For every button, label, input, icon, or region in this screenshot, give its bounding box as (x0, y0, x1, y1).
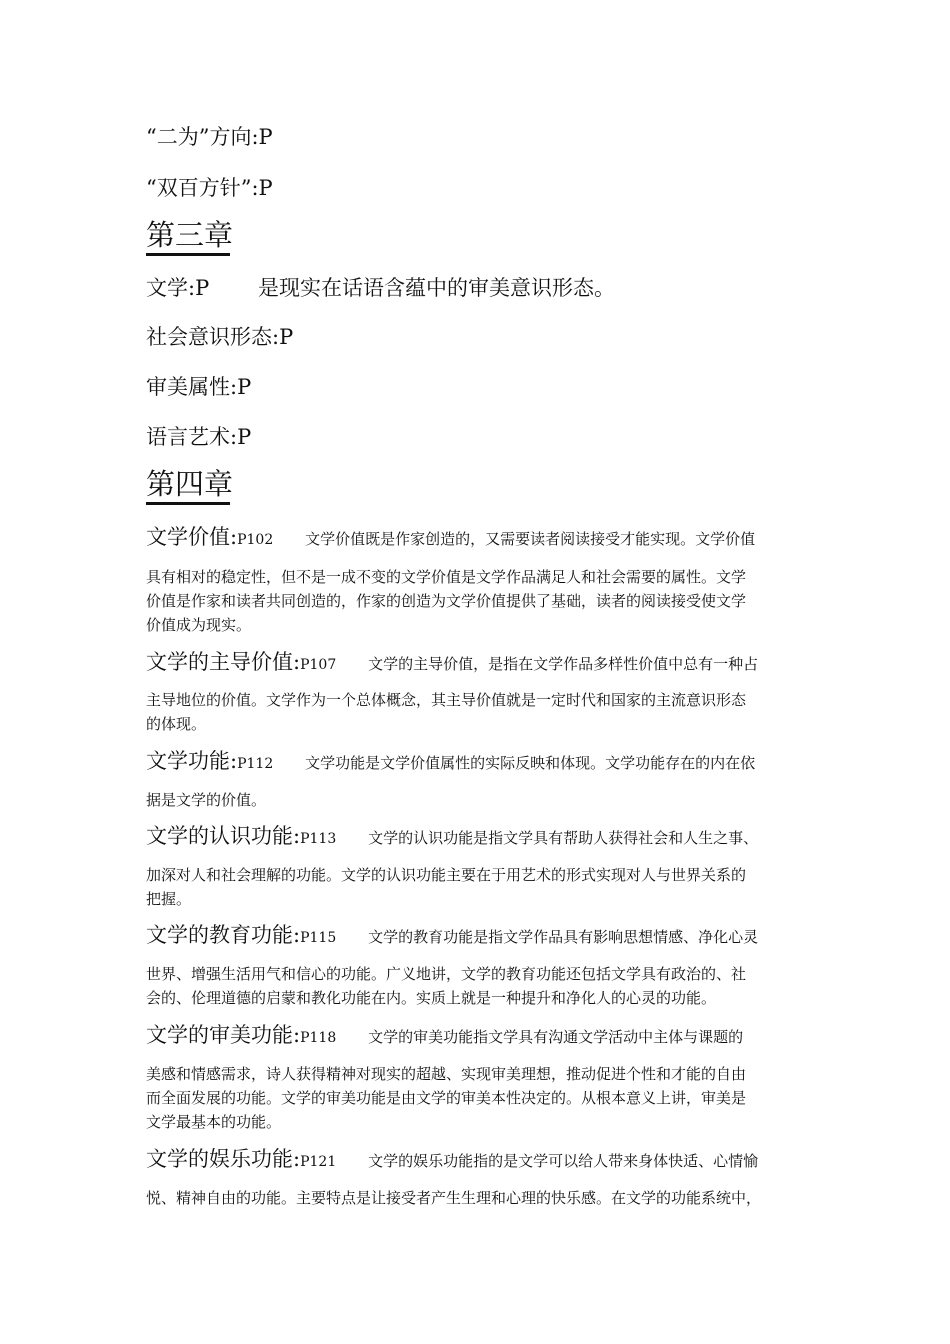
entry-entertainment-function-continued: 悦、精神自由的功能。主要特点是让接受者产生生理和心理的快乐感。在文学的功能系统中， (146, 1189, 762, 1207)
entry-term: 文学价值: (146, 525, 238, 549)
entry-term: 文学的审美功能: (146, 1023, 301, 1047)
entry-page: P112 (237, 756, 274, 772)
term-social-ideology: 社会意识形态:P (146, 325, 294, 349)
entry-dominant-value-continued: 主导地位的价值。文学作为一个总体概念，其主导价值就是一定时代和国家的主流意识形态 的体现。 (146, 691, 747, 733)
entry-cognitive-function (146, 820, 758, 850)
term-wenxue (146, 272, 615, 302)
entry-definition: 文学的主导价值，是指在文学作品多样性价值中总有一种占 (368, 655, 759, 673)
term-wenxue-definition: 是现实在话语含蕴中的审美意识形态。 (258, 276, 615, 300)
entry-page: P118 (300, 1030, 337, 1046)
entry-page: P113 (300, 831, 337, 847)
entry-term: 文学的娱乐功能: (146, 1147, 301, 1171)
entry-definition: 文学的娱乐功能指的是文学可以给人带来身体快适、心情愉 (368, 1152, 759, 1170)
entry-definition: 文学的教育功能是指文学作品具有影响思想情感、净化心灵 (368, 928, 759, 946)
entry-term: 文学的教育功能: (146, 923, 301, 947)
entry-educational-function-continued: 世界、增强生活用气和信心的功能。广义地讲，文学的教育功能还包括文学具有政治的、社 会的、伦理道德的启蒙和教化功能在内。实质上就是一种提升和净化人的心灵的功能。 (146, 965, 747, 1007)
entry-definition: 文学价值既是作家创造的，又需要读者阅读接受才能实现。文学价值 (305, 530, 756, 548)
entry-definition: 文学功能是文学价值属性的实际反映和体现。文学功能存在的内在依 (305, 754, 756, 772)
entry-term: 文学的主导价值: (146, 650, 301, 674)
entry-dominant-value (146, 646, 758, 676)
term-wenxue-label: 文学:P (146, 276, 210, 300)
entry-aesthetic-function (146, 1019, 743, 1049)
term-shuang-bai: “双百方针”:P (146, 176, 273, 200)
chapter-4-heading: 第四章 (146, 467, 234, 501)
chapter-3-underline (146, 253, 230, 256)
entry-definition: 文学的认识功能是指文学具有帮助人获得社会和人生之事、 (368, 829, 759, 847)
entry-definition: 文学的审美功能指文学具有沟通文学活动中主体与课题的 (368, 1028, 744, 1046)
entry-literary-function-continued: 据是文学的价值。 (146, 791, 267, 809)
term-er-wei: “二为”方向:P (146, 125, 273, 149)
entry-literary-function (146, 745, 755, 775)
entry-page: P115 (300, 930, 337, 946)
entry-term: 文学功能: (146, 749, 238, 773)
entry-term: 文学的认识功能: (146, 824, 301, 848)
entry-page: P121 (300, 1154, 337, 1170)
entry-aesthetic-function-continued: 美感和情感需求，诗人获得精神对现实的超越、实现审美理想，推动促进个性和才能的自由 而全面发展的功能。文学的审美功能是由文学的审美本性决定的。从根本意义上讲，审美是 文学最基本的功能。 (146, 1065, 747, 1131)
entry-page: P107 (300, 657, 337, 673)
entry-literary-value-continued: 具有相对的稳定性，但不是一成不变的文学价值是文学作品满足人和社会需要的属性。文学 价值是作家和读者共同创造的，作家的创造为文学价值提供了基础，读者的阅读接受使文学 价值成为现实。 (146, 568, 747, 634)
chapter-3-heading: 第三章 (146, 218, 234, 252)
entry-literary-value (146, 521, 755, 551)
entry-cognitive-function-continued: 加深对人和社会理解的功能。文学的认识功能主要在于用艺术的形式实现对人与世界关系的 把握。 (146, 866, 747, 908)
entry-educational-function (146, 919, 758, 949)
entry-entertainment-function (146, 1143, 758, 1173)
term-language-art: 语言艺术:P (146, 425, 252, 449)
term-aesthetic-attribute: 审美属性:P (146, 375, 252, 399)
chapter-4-underline (146, 502, 230, 505)
entry-page: P102 (237, 532, 274, 548)
